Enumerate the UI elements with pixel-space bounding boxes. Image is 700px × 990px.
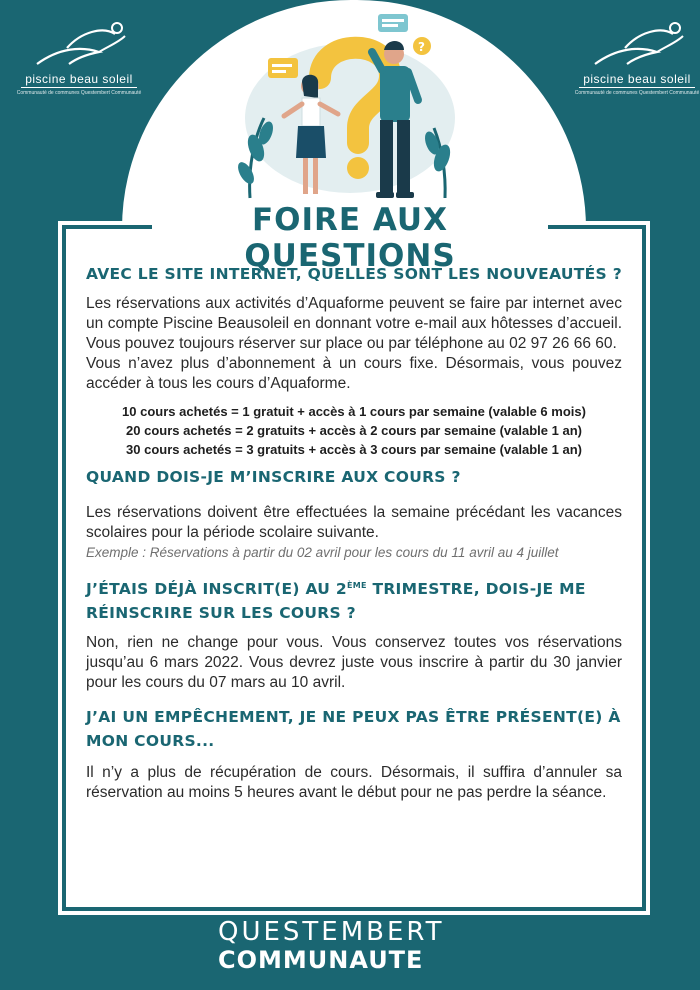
offer-item: 20 cours achetés = 2 gratuits + accès à 2 cours par semaine (valable 1 an) [126,423,582,438]
answer-4: Il n’y a plus de récupération de cours. Désormais, il suffira d’annuler sa réservation au moins 5 heures avant le début pour ne pas perdre la séance. [86,764,622,801]
answer-3: Non, rien ne change pour vous. Vous conservez toutes vos réservations jusqu’au 6 mars 2022. Vous devrez juste vous inscrire à partir du 30 janvier pour les cours du 07 mars au 10 avril. [86,634,622,691]
logo-name: piscine beau soleil [21,72,137,88]
logo-tagline: Communauté de communes Questembert Communauté [16,90,142,96]
question-people-illustration [220,8,480,208]
answer-2: Les réservations doivent être effectuées la semaine précédant les vacances scolaires pour la période scolaire suivante. [86,504,622,541]
logo-tagline: Communauté de communes Questembert Communauté [574,90,700,96]
logo-name: piscine beau soleil [579,72,695,88]
question-1: AVEC LE SITE INTERNET, QUELLES SONT LES NOUVEAUTÉS ? [86,265,622,283]
question-3-part-a: J’ÉTAIS DÉJÀ INSCRIT(E) AU 2 [86,580,347,598]
piscine-logo-right [572,18,700,96]
faq-content [86,262,622,803]
svg-text:?: ? [418,40,425,54]
question-3-superscript: ÈME [346,581,367,590]
questembert-communaute-logo [218,918,482,974]
question-4: J’AI UN EMPÊCHEMENT, JE NE PEUX PAS ÊTRE PRÉSENT(E) À MON COURS... [86,708,621,750]
footer-line-2: COMMUNAUTE [218,946,424,974]
question-2: QUAND DOIS-JE M’INSCRIRE AUX COURS ? [86,468,461,486]
answer-1-paragraph-2: Vous n’avez plus d’abonnement à un cours fixe. Désormais, vous pouvez accéder à tous les cours d’Aquaforme. [86,355,622,392]
footer-line-1: QUESTEMBERT [218,917,445,947]
question-3-part-b: TRIMESTRE, DOIS-JE ME RÉINSCRIRE SUR LES COURS ? [86,580,586,622]
answer-2-example: Exemple : Réservations à partir du 02 avril pour les cours du 11 avril au 4 juillet [86,545,559,560]
offer-item: 30 cours achetés = 3 gratuits + accès à 3 cours par semaine (valable 1 an) [126,442,582,457]
offers-list [86,402,622,459]
piscine-logo-left [14,18,144,96]
swimmer-icon [29,18,129,70]
question-3 [86,574,622,625]
answer-1-paragraph-1: Les réservations aux activités d’Aquaforme peuvent se faire par internet avec un compte Piscine Beausoleil en donnant votre e-mail aux hôtesses d’accueil. Vous pouvez toujours réserver sur place ou par téléphone au 02 97 26 66 60. [86,295,622,352]
page-title: FOIRE AUX QUESTIONS [152,200,548,276]
offer-item: 10 cours achetés = 1 gratuit + accès à 1 cours par semaine (valable 6 mois) [122,404,586,419]
swimmer-icon [587,18,687,70]
